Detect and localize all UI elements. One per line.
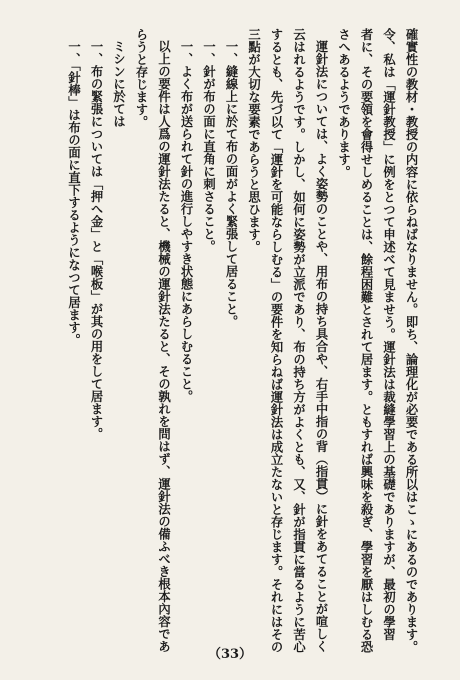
- page-number: （33）: [207, 647, 253, 662]
- list-item: 一、縫線上に於て布の面がよく緊張して居ること。: [224, 40, 239, 328]
- text-line: 運針法については、よく姿勢のことや、用布の持ち具合や、右手中指の背（指貫）に針をあてることが喧しく: [314, 40, 329, 653]
- body-text: [62, 28, 422, 653]
- text-line: 確實性の教材・教授の内容に依らねばなりません。即ち、論理化が必要である所以はこゝにあるのであります。: [404, 28, 419, 653]
- text-line: 以上の要件は人爲の運針法たると、機械の運針法たると、その孰れを問はず、運針法の備ふべき根本內容であ: [156, 40, 172, 653]
- list-item: 一、よく布が送られて針の進行しやすき状態にあらしむること。: [179, 40, 194, 403]
- text-line: するとも、先づ以て「運針を可能ならしむる」の要件を知らねば運針法は成立たないと存じます。それにはその: [269, 28, 284, 653]
- text-line: ミシンに於ては: [111, 40, 127, 128]
- text-line: さへあるようであります。: [336, 28, 352, 178]
- text-line: 云はれるようです。しかし、如何に姿勢が立派であり、布の持ち方がよくとも、又、針が指貫に當るように苦心: [291, 28, 307, 653]
- text-line: 三點が大切な要素であらうと思ひます。: [246, 28, 262, 253]
- text-line: らうと存じます。: [134, 28, 149, 128]
- text-line: 者に、その要領を會得せしめることは、餘程困難とされて居ます。ともすれば興味を殺ぎ、學習を厭はしむる恐: [359, 28, 374, 653]
- text-line: 令、私は「運針教授」に例をとつて申述べて見ませう。運針法は裁縫學習上の基礎でありますが、最初の學習: [381, 28, 397, 641]
- list-item: 一、針が布の面に直角に刺さること。: [201, 40, 217, 253]
- list-item: 一、「針棒」は布の面に直下するようになつて居ます。: [66, 40, 82, 347]
- list-item: 一、布の緊張については「押へ金」と「喉板」が其の用をして居ます。: [89, 40, 104, 440]
